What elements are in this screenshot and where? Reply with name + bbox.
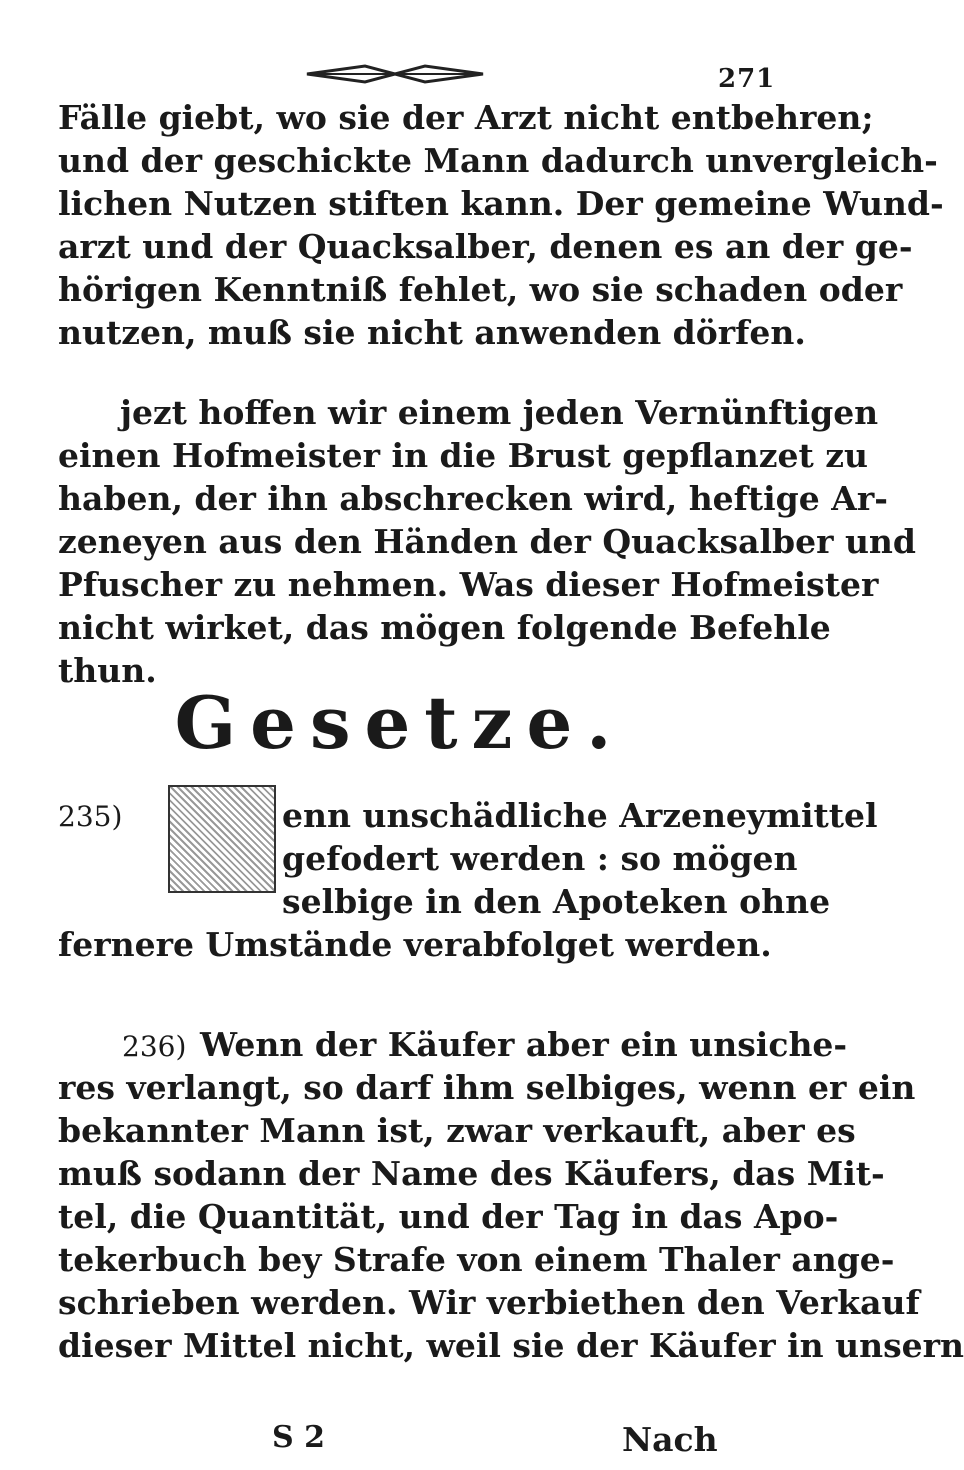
text-line: Wenn der Käufer aber ein unsiche- [200, 1025, 848, 1064]
text-line: thun. [58, 651, 157, 690]
text-line: nutzen, muß sie nicht anwenden dörfen. [58, 313, 806, 352]
header-ornament [305, 58, 485, 90]
text-line: fernere Umstände verabfolget werden. [58, 925, 772, 964]
text-line: dieser Mittel nicht, weil sie der Käufer in unsern [58, 1326, 964, 1365]
text-line: zeneyen aus den Händen der Quacksalber und [58, 522, 916, 561]
text-line: enn unschädliche Arzeneymittel [282, 796, 878, 835]
text-line: haben, der ihn abschrecken wird, heftige Ar- [58, 479, 888, 518]
section-heading: Gesetze. [174, 680, 626, 765]
text-line: jezt hoffen wir einem jeden Vernünftigen [120, 393, 879, 432]
text-line: gefodert werden : so mögen [282, 839, 798, 878]
text-line: muß sodann der Name des Käufers, das Mit- [58, 1154, 885, 1193]
text-line: res verlangt, so darf ihm selbiges, wenn er ein [58, 1068, 916, 1107]
text-line: lichen Nutzen stiften kann. Der gemeine Wund- [58, 184, 944, 223]
text-line: einen Hofmeister in die Brust gepflanzet zu [58, 436, 868, 475]
section-number: 236) [122, 1030, 187, 1063]
text-line: schrieben werden. Wir verbiethen den Verkauf [58, 1283, 920, 1322]
signature-mark: S 2 [272, 1420, 325, 1455]
text-line: bekannter Mann ist, zwar verkauft, aber es [58, 1111, 856, 1150]
text-line: nicht wirket, das mögen folgende Befehle [58, 608, 831, 647]
catchword: Nach [622, 1420, 718, 1459]
page-number: 271 [718, 64, 776, 94]
text-line: selbige in den Apoteken ohne [282, 882, 831, 921]
text-line: arzt und der Quacksalber, denen es an der ge- [58, 227, 913, 266]
text-line: Pfuscher zu nehmen. Was dieser Hofmeister [58, 565, 879, 604]
decorated-initial-w [168, 785, 276, 893]
text-line: tekerbuch bey Strafe von einem Thaler ange- [58, 1240, 895, 1279]
text-line: tel, die Quantität, und der Tag in das Apo- [58, 1197, 839, 1236]
text-line: und der geschickte Mann dadurch unvergleich- [58, 141, 938, 180]
text-line: Fälle giebt, wo sie der Arzt nicht entbehren; [58, 98, 874, 137]
text-line: hörigen Kenntniß fehlet, wo sie schaden oder [58, 270, 903, 309]
section-number: 235) [58, 800, 123, 833]
